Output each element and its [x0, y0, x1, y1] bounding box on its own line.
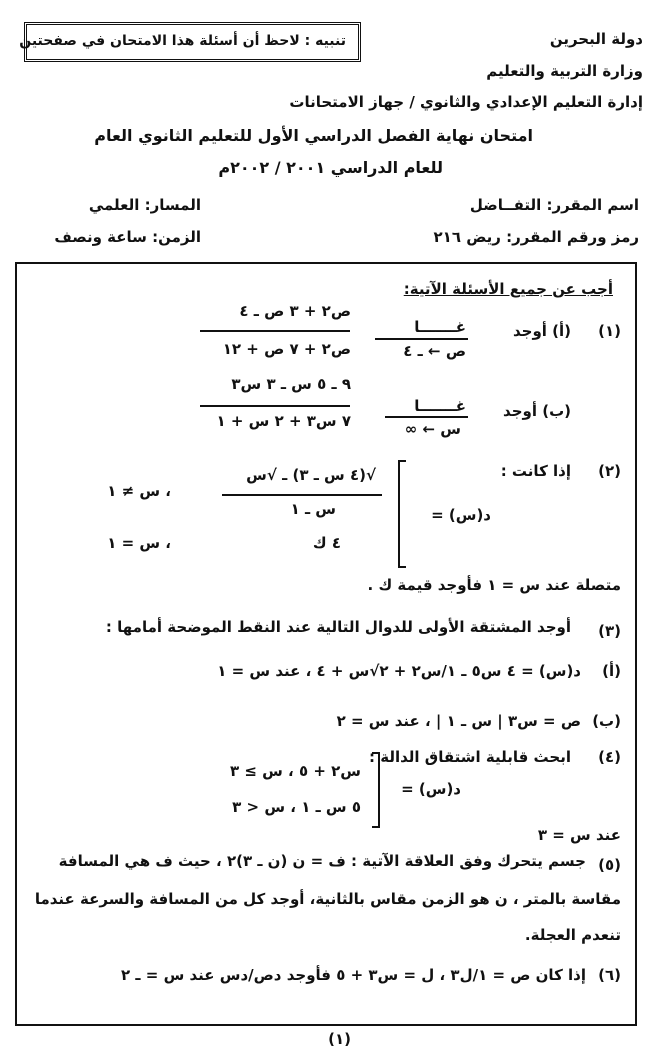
q2-case1-condition: ، س ≠ ١ — [107, 482, 171, 500]
q1b-limit-top: غـــــــا — [414, 397, 466, 415]
exam-title: امتحان نهاية الفصل الدراسي الأول للتعليم الثانوي العام — [94, 126, 533, 145]
q1b-numerator: ٩ ـ ٥ س ـ ٣ س٣ — [231, 375, 351, 393]
q3a-label: (أ) — [602, 662, 621, 680]
notice-text: تنبيه : لاحظ أن أسئلة هذا الامتحان في صفحتين — [19, 33, 346, 49]
q1a-label: (أ) أوجد — [512, 322, 571, 340]
country-name: دولة البحرين — [549, 30, 643, 48]
q6-number: (٦) — [598, 966, 621, 984]
q1a-fraction-bar — [200, 330, 350, 332]
q4-intro: ابحث قابلية اشتقاق الدالة : — [369, 748, 571, 766]
q4-function: د(س) = — [401, 780, 461, 798]
q1b-label: (ب) أوجد — [503, 402, 571, 420]
q4-tail: عند س = ٣ — [537, 826, 621, 844]
q2-tail: متصلة عند س = ١ فأوجد قيمة ك . — [367, 576, 621, 594]
q1a-numerator: ص٢ + ٣ ص ـ ٤ — [239, 302, 351, 320]
q2-case2-condition: ، س = ١ — [107, 534, 171, 552]
q2-intro: إذا كانت : — [500, 462, 571, 480]
q2-case2-value: ٤ ك — [312, 534, 341, 552]
q3b-expression: ص = س٣ | س ـ ١ | ، عند س = ٢ — [336, 712, 581, 730]
q3-intro: أوجد المشتقة الأولى للدوال التالية عند النقط الموضحة أمامها : — [105, 618, 571, 636]
q4-brace — [372, 752, 380, 828]
q1-number: (١) — [598, 322, 621, 340]
q5-line1: جسم يتحرك وفق العلاقة الآتية : ف = ن (ن ـ ٣)٢ ، حيث ف هي المسافة — [58, 852, 586, 870]
q2-brace — [398, 460, 406, 568]
track-name: المسار: العلمي — [88, 196, 201, 214]
ministry-name: وزارة التربية والتعليم — [486, 62, 643, 80]
q2-case1-numerator: √(٤ س ـ ٣) ـ √س — [246, 466, 376, 484]
q4-case1: س٢ + ٥ ، س ≥ ٣ — [229, 762, 361, 780]
q4-number: (٤) — [598, 748, 621, 766]
course-name: اسم المقرر: التفــاضل — [469, 196, 639, 214]
q1b-fraction-bar — [200, 405, 350, 407]
q5-line2: مقاسة بالمتر ، ن هو الزمن مقاس بالثانية، أوجد كل من المسافة والسرعة عندما — [34, 890, 621, 908]
course-code: رمز ورقم المقرر: ريض ٢١٦ — [433, 228, 639, 246]
q1a-limit-sub: ص ← ـ ٤ — [403, 342, 466, 360]
academic-year: للعام الدراسي ٢٠٠١ / ٢٠٠٢م — [218, 158, 443, 177]
page-number: (١) — [328, 1030, 351, 1048]
directorate-name: إدارة التعليم الإعدادي والثانوي / جهاز الامتحانات — [289, 93, 643, 111]
q6-text: إذا كان ص = ١/ل٣ ، ل = س٣ + ٥ فأوجد دص/دس عند س = ـ ٢ — [121, 966, 586, 984]
exam-duration: الزمن: ساعة ونصف — [54, 228, 201, 246]
q3a-expression: د(س) = ٤ س٥ ـ ١/س٢ + ٢√س + ٤ ، عند س = ١ — [217, 662, 581, 680]
q5-number: (٥) — [598, 856, 621, 874]
notice-box — [19, 22, 361, 62]
instructions: أجب عن جميع الأسئلة الآتية: — [403, 280, 613, 298]
q2-case1-denominator: س ـ ١ — [290, 500, 336, 518]
q1a-limit-top: غـــــــا — [414, 318, 466, 336]
q2-function: د(س) = — [431, 506, 491, 524]
q2-number: (٢) — [598, 462, 621, 480]
q3b-label: (ب) — [592, 712, 621, 730]
q1b-limit-sub: س ← ∞ — [404, 420, 461, 438]
q1b-denominator: ٧ س٣ + ٢ س + ١ — [216, 412, 351, 430]
q4-case2: ٥ س ـ ١ ، س < ٣ — [232, 798, 361, 816]
q2-fraction-bar — [222, 494, 382, 496]
q5-line3: تنعدم العجلة. — [524, 926, 621, 944]
q1a-denominator: ص٢ + ٧ ص + ١٢ — [222, 340, 351, 358]
q3-number: (٣) — [598, 622, 621, 640]
